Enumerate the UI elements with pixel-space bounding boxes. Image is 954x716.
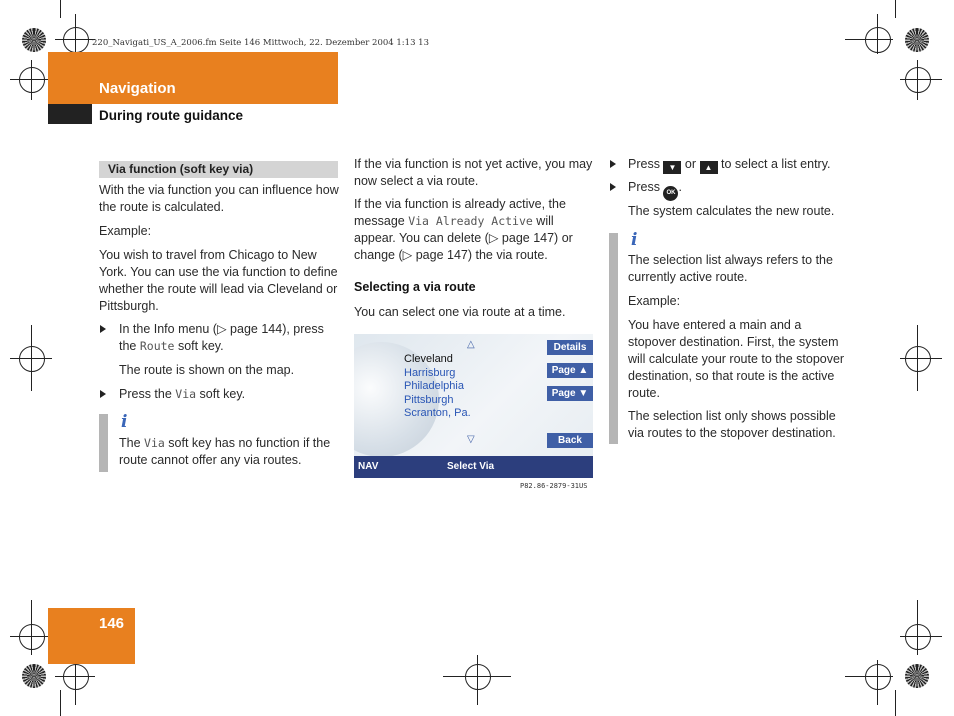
- crosshair-icon: [63, 27, 89, 53]
- page-number: 146: [99, 615, 125, 632]
- page-up-softkey[interactable]: Page ▲: [547, 363, 593, 378]
- figure-code: P82.86-2879-31US: [520, 482, 588, 490]
- crosshair-icon: [19, 624, 45, 650]
- crosshair-icon: [865, 664, 891, 690]
- crosshair-icon: [19, 67, 45, 93]
- via-softkey-label: Via: [175, 387, 197, 401]
- col2-paragraph-3: You can select one via route at a time.: [354, 305, 566, 319]
- info-icon: i: [121, 412, 128, 432]
- info-sidebar-bar: [99, 414, 108, 472]
- section-title: Navigation: [99, 80, 176, 97]
- col1-example-label: Example:: [99, 224, 152, 238]
- crosshair-icon: [865, 27, 891, 53]
- list-arrow-up-icon[interactable]: △: [467, 339, 475, 350]
- bullet-icon: [610, 183, 616, 191]
- file-info: 220_Navigati_US_A_2006.fm Seite 146 Mittwoch, 22. Dezember 2004 1:13 13: [92, 38, 429, 48]
- crosshair-icon: [905, 67, 931, 93]
- list-item[interactable]: Philadelphia: [404, 380, 464, 392]
- down-key-icon: ▼: [663, 161, 681, 174]
- up-key-icon: ▲: [700, 161, 718, 174]
- status-select-via: Select Via: [447, 461, 495, 472]
- via-route-list: [404, 353, 471, 421]
- crosshair-icon: [905, 346, 931, 372]
- col1-step-1: In the Info menu (▷ page 144), press the Route soft key.: [119, 322, 324, 353]
- subsection-title: During route guidance: [99, 108, 244, 123]
- selecting-via-heading: Selecting a via route: [354, 280, 476, 294]
- device-screen: [354, 334, 593, 478]
- crosshair-icon: [465, 664, 491, 690]
- col3-result: The system calculates the new route.: [628, 204, 835, 218]
- info-icon: i: [631, 230, 638, 250]
- subsection-marker: [48, 104, 92, 124]
- list-item[interactable]: Pittsburgh: [404, 393, 454, 406]
- col3-info-paragraph-2: You have entered a main and a stopover destination. First, the system will calculate your route to the stopover destination, so that route is the active route.: [628, 318, 845, 400]
- list-item[interactable]: Scranton, Pa.: [404, 407, 471, 419]
- bullet-icon: [610, 160, 616, 168]
- crosshair-icon: [905, 624, 931, 650]
- col1-step-2: Press the Via soft key.: [119, 387, 246, 401]
- col1-paragraph-1: With the via function you can influence how the route is calculated.: [99, 183, 339, 214]
- info-sidebar-bar: [609, 233, 618, 444]
- bullet-icon: [100, 390, 106, 398]
- col3-info-example: Example:: [628, 294, 681, 308]
- col3-info-paragraph-3: The selection list only shows possible via routes to the stopover destination.: [628, 409, 836, 440]
- list-item-selected[interactable]: Cleveland: [404, 353, 453, 365]
- col1-info-text: The Via soft key has no function if the route cannot offer any via routes.: [119, 436, 331, 467]
- col3-info-paragraph-1: The selection list always refers to the currently active route.: [628, 253, 833, 284]
- col2-paragraph-2: If the via function is already active, the message Via Already Active will appear. You can delete (▷ page 147) or change (▷ page 147) the via route.: [354, 197, 573, 262]
- page-down-softkey[interactable]: Page ▼: [547, 386, 593, 401]
- via-active-message: Via Already Active: [408, 214, 533, 228]
- status-nav: NAV: [358, 461, 379, 472]
- ok-button-icon: OK: [663, 186, 678, 201]
- color-rosette-icon: [22, 664, 46, 688]
- color-rosette-icon: [905, 28, 929, 52]
- crosshair-icon: [63, 664, 89, 690]
- col1-step-1-result: The route is shown on the map.: [119, 363, 295, 377]
- route-softkey-label: Route: [139, 339, 175, 353]
- bullet-icon: [100, 325, 106, 333]
- crosshair-icon: [19, 346, 45, 372]
- back-softkey[interactable]: Back: [547, 433, 593, 448]
- col3-step-1: Press ▼ or ▲ to select a list entry.: [628, 157, 831, 172]
- via-function-heading: Via function (soft key via): [108, 162, 254, 176]
- list-item[interactable]: Harrisburg: [404, 366, 456, 379]
- details-softkey[interactable]: Details: [547, 340, 593, 355]
- section-banner: [48, 52, 338, 104]
- col1-paragraph-2: You wish to travel from Chicago to New York. You can use the via function to define whether the route will lead via Cleveland or Pittsburgh.: [99, 248, 338, 313]
- color-rosette-icon: [22, 28, 46, 52]
- color-rosette-icon: [905, 664, 929, 688]
- col2-paragraph-1: If the via function is not yet active, you may now select a via route.: [354, 157, 593, 188]
- list-arrow-down-icon[interactable]: ▽: [467, 434, 475, 445]
- col3-step-2: Press OK .: [628, 179, 682, 201]
